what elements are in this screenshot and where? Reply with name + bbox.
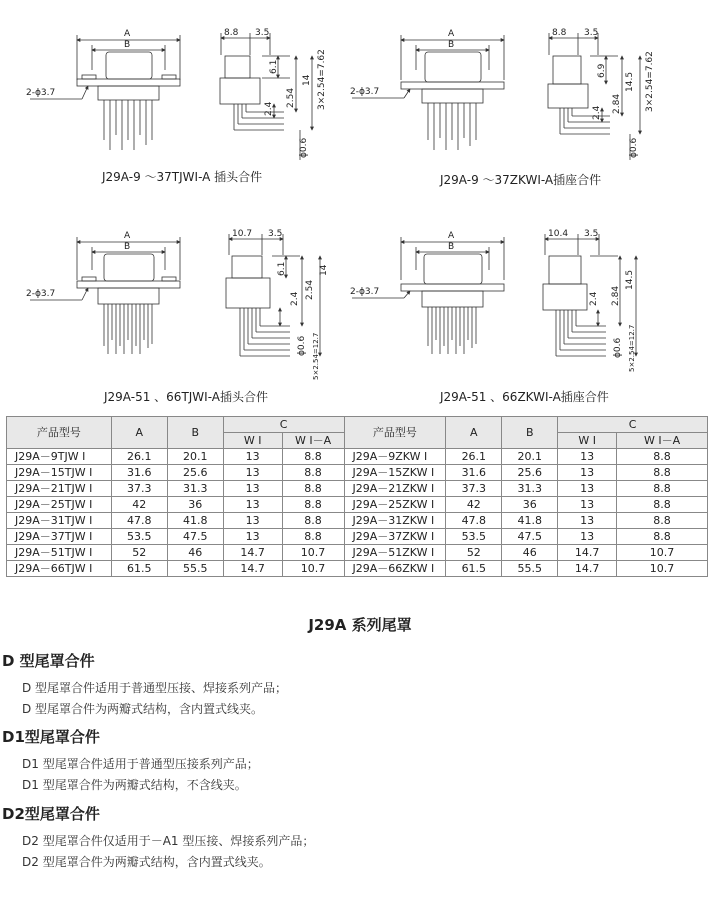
table-row	[7, 481, 708, 497]
dim-top2-4: 3.5	[584, 229, 599, 239]
cell-wia: 8.8	[617, 529, 708, 545]
dim-a-1: A	[124, 29, 131, 39]
cell-a: 26.1	[111, 449, 167, 465]
header-a-left: A	[111, 417, 167, 449]
cell-a: 31.6	[446, 465, 502, 481]
drawing-caption-4: J29A-51 、66ZKWI-A插座合件	[440, 390, 609, 404]
dim-v6-1: ϕ0.6	[299, 137, 309, 158]
dim-v6-2: ϕ0.6	[629, 137, 639, 158]
cell-wia: 10.7	[617, 561, 708, 577]
header-wia-right: W I－A	[617, 433, 708, 449]
cell-wia: 8.8	[282, 449, 344, 465]
dim-phi-1: 2-ϕ3.7	[26, 88, 56, 98]
cell-wia: 8.8	[282, 465, 344, 481]
paragraph-d1-2: D1 型尾罩合件为两瓣式结构，不含线夹。	[22, 778, 247, 792]
table-row	[7, 513, 708, 529]
dim-v3-1: 14	[302, 74, 312, 86]
dim-b-4: B	[448, 242, 455, 252]
cell-wi: 14.7	[223, 545, 282, 561]
paragraph-d2-2: D2 型尾罩合件为两瓣式结构，含内置式线夹。	[22, 855, 271, 869]
drawing-caption-1: J29A-9 ～37TJWI-A 插头合件	[102, 170, 263, 184]
dim-top1-3: 10.7	[232, 229, 253, 239]
cell-wia: 8.8	[617, 497, 708, 513]
cell-wi: 13	[223, 529, 282, 545]
cell-model: J29A－15ZKW I	[344, 465, 446, 481]
cell-model: J29A－66ZKW I	[344, 561, 446, 577]
cell-a: 42	[446, 497, 502, 513]
cell-wi: 13	[223, 481, 282, 497]
dim-v4-4: 2.4	[589, 291, 599, 306]
header-wi-right: W I	[558, 433, 617, 449]
cell-model: J29A－51ZKW I	[344, 545, 446, 561]
cell-a: 52	[446, 545, 502, 561]
cell-wia: 8.8	[282, 529, 344, 545]
cell-wi: 14.7	[558, 561, 617, 577]
cell-a: 61.5	[111, 561, 167, 577]
dim-v1-1: 6.1	[269, 59, 279, 74]
cell-b: 25.6	[167, 465, 223, 481]
cell-a: 37.3	[111, 481, 167, 497]
cell-wi: 13	[223, 449, 282, 465]
cell-a: 31.6	[111, 465, 167, 481]
spec-table	[6, 416, 708, 577]
drawing-caption-2: J29A-9 ～37ZKWI-A插座合件	[440, 173, 602, 187]
cell-wi: 13	[223, 497, 282, 513]
dim-v5-2: 3×2.54=7.62	[645, 51, 655, 112]
cell-b: 25.6	[502, 465, 558, 481]
dim-v3-3: 14	[319, 264, 329, 276]
table-row	[7, 545, 708, 561]
cell-b: 41.8	[167, 513, 223, 529]
cell-wia: 10.7	[282, 561, 344, 577]
dim-top2-1: 3.5	[255, 28, 270, 38]
cell-b: 46	[502, 545, 558, 561]
cell-wia: 8.8	[617, 465, 708, 481]
table-header-row	[7, 417, 708, 433]
cell-b: 20.1	[167, 449, 223, 465]
cell-b: 36	[167, 497, 223, 513]
dim-b-3: B	[124, 242, 131, 252]
section-title: J29A 系列尾罩	[308, 616, 412, 634]
dim-top1-1: 8.8	[224, 28, 239, 38]
cell-model: J29A－9TJW I	[7, 449, 112, 465]
header-c-right: C	[558, 417, 708, 433]
cell-a: 42	[111, 497, 167, 513]
paragraph-d2-1: D2 型尾罩合件仅适用于－A1 型压接、焊接系列产品；	[22, 834, 315, 848]
cell-b: 20.1	[502, 449, 558, 465]
dim-top1-4: 10.4	[548, 229, 569, 239]
dim-b-1: B	[124, 40, 131, 50]
drawing-caption-3: J29A-51 、66TJWI-A插头合件	[104, 390, 268, 404]
cell-wia: 8.8	[282, 513, 344, 529]
cell-b: 55.5	[167, 561, 223, 577]
cell-b: 31.3	[502, 481, 558, 497]
dim-a-2: A	[448, 29, 455, 39]
cell-wi: 13	[223, 465, 282, 481]
dim-v2-1: 2.54	[286, 87, 296, 108]
dim-phi-2: 2-ϕ3.7	[350, 87, 380, 97]
technical-drawings	[0, 0, 720, 410]
dim-v4-3: 2.4	[290, 291, 300, 306]
dim-top2-3: 3.5	[268, 229, 283, 239]
cell-model: J29A－21ZKW I	[344, 481, 446, 497]
dim-v2-2: 14.5	[625, 71, 635, 92]
dim-v1-3: 6.1	[277, 261, 287, 276]
cell-model: J29A－31TJW I	[7, 513, 112, 529]
cell-b: 46	[167, 545, 223, 561]
cell-wi: 13	[558, 465, 617, 481]
cell-wia: 10.7	[282, 545, 344, 561]
cell-wi: 14.7	[223, 561, 282, 577]
cell-b: 55.5	[502, 561, 558, 577]
table-row	[7, 529, 708, 545]
cell-b: 31.3	[167, 481, 223, 497]
dim-a-4: A	[448, 231, 455, 241]
cell-a: 61.5	[446, 561, 502, 577]
cell-b: 47.5	[502, 529, 558, 545]
cell-a: 53.5	[446, 529, 502, 545]
table-row	[7, 561, 708, 577]
cell-model: J29A－21TJW I	[7, 481, 112, 497]
dim-v4-1: 2.4	[264, 101, 274, 116]
paragraph-d-2: D 型尾罩合件为两瓣式结构，含内置式线夹。	[22, 702, 264, 716]
dim-v1-4: 14.5	[625, 269, 635, 290]
table-row	[7, 465, 708, 481]
dim-v5-1: 3×2.54=7.62	[317, 49, 327, 110]
header-wi-left: W I	[223, 433, 282, 449]
cell-b: 36	[502, 497, 558, 513]
dim-v6-4: ϕ0.6	[613, 337, 623, 358]
dim-v2-4: 2.84	[611, 285, 621, 306]
heading-d2: D2型尾罩合件	[2, 805, 100, 823]
dim-v1-2: 6.9	[597, 63, 607, 78]
paragraph-d-1: D 型尾罩合件适用于普通型压接、焊接系列产品；	[22, 681, 288, 695]
table-row	[7, 449, 708, 465]
header-model-left: 产品型号	[7, 417, 112, 449]
dim-top2-2: 3.5	[584, 28, 599, 38]
paragraph-d1-1: D1 型尾罩合件适用于普通型压接系列产品；	[22, 757, 259, 771]
dim-v5-3: 5×2.54=12.7	[312, 332, 320, 380]
cell-model: J29A－25ZKW I	[344, 497, 446, 513]
cell-wi: 13	[223, 513, 282, 529]
cell-a: 26.1	[446, 449, 502, 465]
table-row	[7, 497, 708, 513]
header-b-right: B	[502, 417, 558, 449]
cell-a: 52	[111, 545, 167, 561]
cell-model: J29A－15TJW I	[7, 465, 112, 481]
header-wia-left: W I－A	[282, 433, 344, 449]
drawing-canvas	[0, 0, 720, 410]
dim-v4-2: 2.4	[592, 105, 602, 120]
cell-model: J29A－31ZKW I	[344, 513, 446, 529]
cell-a: 47.8	[446, 513, 502, 529]
cell-a: 47.8	[111, 513, 167, 529]
cell-wia: 8.8	[282, 497, 344, 513]
dim-v2-3: 2.54	[305, 279, 315, 300]
cell-b: 47.5	[167, 529, 223, 545]
dim-v5-4: 5×2.54=12.7	[628, 324, 636, 372]
dim-a-3: A	[124, 231, 131, 241]
cell-wia: 8.8	[617, 513, 708, 529]
dim-v6-3: ϕ0.6	[297, 335, 307, 356]
dim-phi-3: 2-ϕ3.7	[26, 289, 56, 299]
cell-wi: 13	[558, 513, 617, 529]
cell-a: 53.5	[111, 529, 167, 545]
cell-model: J29A－66TJW I	[7, 561, 112, 577]
dim-top1-2: 8.8	[552, 28, 567, 38]
header-c-left: C	[223, 417, 344, 433]
cell-wi: 13	[558, 529, 617, 545]
cell-b: 41.8	[502, 513, 558, 529]
cell-wi: 13	[558, 449, 617, 465]
cell-wi: 13	[558, 497, 617, 513]
cell-model: J29A－9ZKW I	[344, 449, 446, 465]
cell-model: J29A－37ZKW I	[344, 529, 446, 545]
cell-model: J29A－25TJW I	[7, 497, 112, 513]
cell-model: J29A－51TJW I	[7, 545, 112, 561]
heading-d: D 型尾罩合件	[2, 652, 95, 670]
dim-b-2: B	[448, 40, 455, 50]
header-a-right: A	[446, 417, 502, 449]
cell-model: J29A－37TJW I	[7, 529, 112, 545]
cell-a: 37.3	[446, 481, 502, 497]
cell-wi: 13	[558, 481, 617, 497]
cell-wi: 14.7	[558, 545, 617, 561]
side-view-2	[548, 33, 640, 160]
cell-wia: 8.8	[617, 481, 708, 497]
cell-wia: 8.8	[617, 449, 708, 465]
header-b-left: B	[167, 417, 223, 449]
dim-v3-2: 2.84	[612, 93, 622, 114]
dim-phi-4: 2-ϕ3.7	[350, 287, 380, 297]
heading-d1: D1型尾罩合件	[2, 728, 100, 746]
cell-wia: 8.8	[282, 481, 344, 497]
header-model-right: 产品型号	[344, 417, 446, 449]
cell-wia: 10.7	[617, 545, 708, 561]
